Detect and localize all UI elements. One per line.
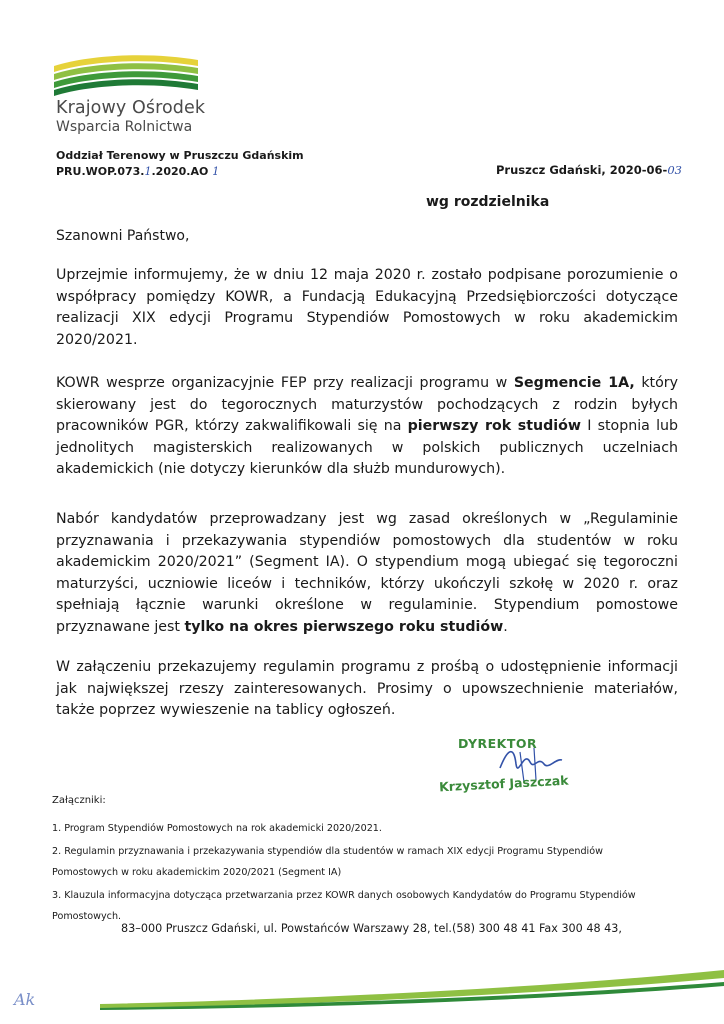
p2-text-e: I stopnia lub jednolitych magisterskich realizowanych w polskich publicznych uczelniach akademickich (nie dotyczy kierunków dla służb mundurowych). bbox=[56, 418, 679, 477]
attachment-2-line1: 2. Regulamin przyznawania i przekazywania stypendiów dla studentów w ramach XIX edycji Programu Stypendiów bbox=[52, 846, 603, 857]
attachments-title: Załączniki: bbox=[52, 795, 106, 806]
p2-bold-first-year: pierwszy rok studiów bbox=[407, 418, 581, 434]
attachment-3-line1: 3. Klauzula informacyjna dotycząca przetwarzania przez KOWR danych osobowych Kandydatów do Programu Stypendiów bbox=[52, 890, 636, 901]
reference-number bbox=[56, 165, 219, 178]
reference-handwritten-1: 1 bbox=[144, 165, 152, 178]
place-date-prefix: Pruszcz Gdański, 2020-06- bbox=[496, 163, 668, 177]
p2-bold-segment: Segmencie 1A, bbox=[513, 375, 635, 391]
handwritten-initials: Ak bbox=[14, 990, 36, 1009]
stamp-title: DYREKTOR bbox=[458, 736, 538, 751]
addressee: wg rozdzielnika bbox=[426, 194, 550, 210]
footer-swoosh bbox=[100, 964, 724, 1010]
salutation: Szanowni Państwo, bbox=[56, 228, 190, 244]
place-date bbox=[496, 163, 682, 177]
place-date-handwritten: 03 bbox=[667, 163, 682, 177]
paragraph-2 bbox=[56, 373, 678, 481]
paragraph-1: Uprzejmie informujemy, że w dniu 12 maja 2020 r. zostało podpisane porozumienie o współpracy pomiędzy KOWR, a Fundacją Edukacyjną Przedsiębiorczości dotyczące realizacji XIX edycji Programu Stypendiów Pomostowych w roku akademickim 2020/2021. bbox=[56, 267, 678, 348]
p3-bold-period: tylko na okres pierwszego roku studiów bbox=[184, 618, 504, 635]
reference-handwritten-2: 1 bbox=[212, 165, 220, 178]
p3-text-a: Nabór kandydatów przeprowadzany jest wg zasad określonych w „Regulaminie przyznawania i przekazywania stypendiów pomostowych dla studentów w roku akademickim 2020/2021” (Segment IA). O stypendium mogą ubiegać się tegoroczni maturzyści, uczniowie liceów i techników, którzy ukończyli szkołę w 2020 r. oraz spełniają łącznie warunki określone w regulaminie. Stypendium pomostowe przyznawane jest bbox=[56, 511, 678, 635]
p2-text-a: KOWR wesprze organizacyjnie FEP przy realizacji programu w bbox=[56, 375, 514, 391]
department-name: Oddział Terenowy w Pruszczu Gdańskim bbox=[56, 149, 304, 162]
reference-suffix: .2020.AO bbox=[151, 165, 209, 178]
paragraph-3 bbox=[56, 509, 678, 638]
reference-prefix: PRU.WOP.073. bbox=[56, 165, 145, 178]
org-name-line2: Wsparcia Rolnictwa bbox=[56, 119, 193, 135]
kowr-logo bbox=[52, 52, 200, 96]
attachment-3-line2: Pomostowych. bbox=[52, 911, 122, 922]
p3-text-c: . bbox=[503, 618, 508, 635]
stamp-name: Krzysztof Jaszczak bbox=[438, 772, 569, 795]
org-name-line1: Krajowy Ośrodek bbox=[56, 98, 206, 118]
footer-address: 83–000 Pruszcz Gdański, ul. Powstańców Warszawy 28, tel.(58) 300 48 41 Fax 300 48 43, bbox=[121, 922, 622, 935]
paragraph-4: W załączeniu przekazujemy regulamin programu z prośbą o udostępnienie informacji jak największej rzeszy zainteresowanych. Prosimy o upowszechnienie materiałów, także poprzez wywieszenie na tablicy ogłoszeń. bbox=[56, 659, 678, 718]
attachment-1: 1. Program Stypendiów Pomostowych na rok akademicki 2020/2021. bbox=[52, 823, 382, 834]
p2-text-c: który skierowany jest do tegorocznych maturzystów pochodzących z rodzin byłych pracowników PGR, którzy zakwalifikowali się na bbox=[56, 375, 679, 434]
attachment-2-line2: Pomostowych w roku akademickim 2020/2021 (Segment IA) bbox=[52, 867, 342, 878]
